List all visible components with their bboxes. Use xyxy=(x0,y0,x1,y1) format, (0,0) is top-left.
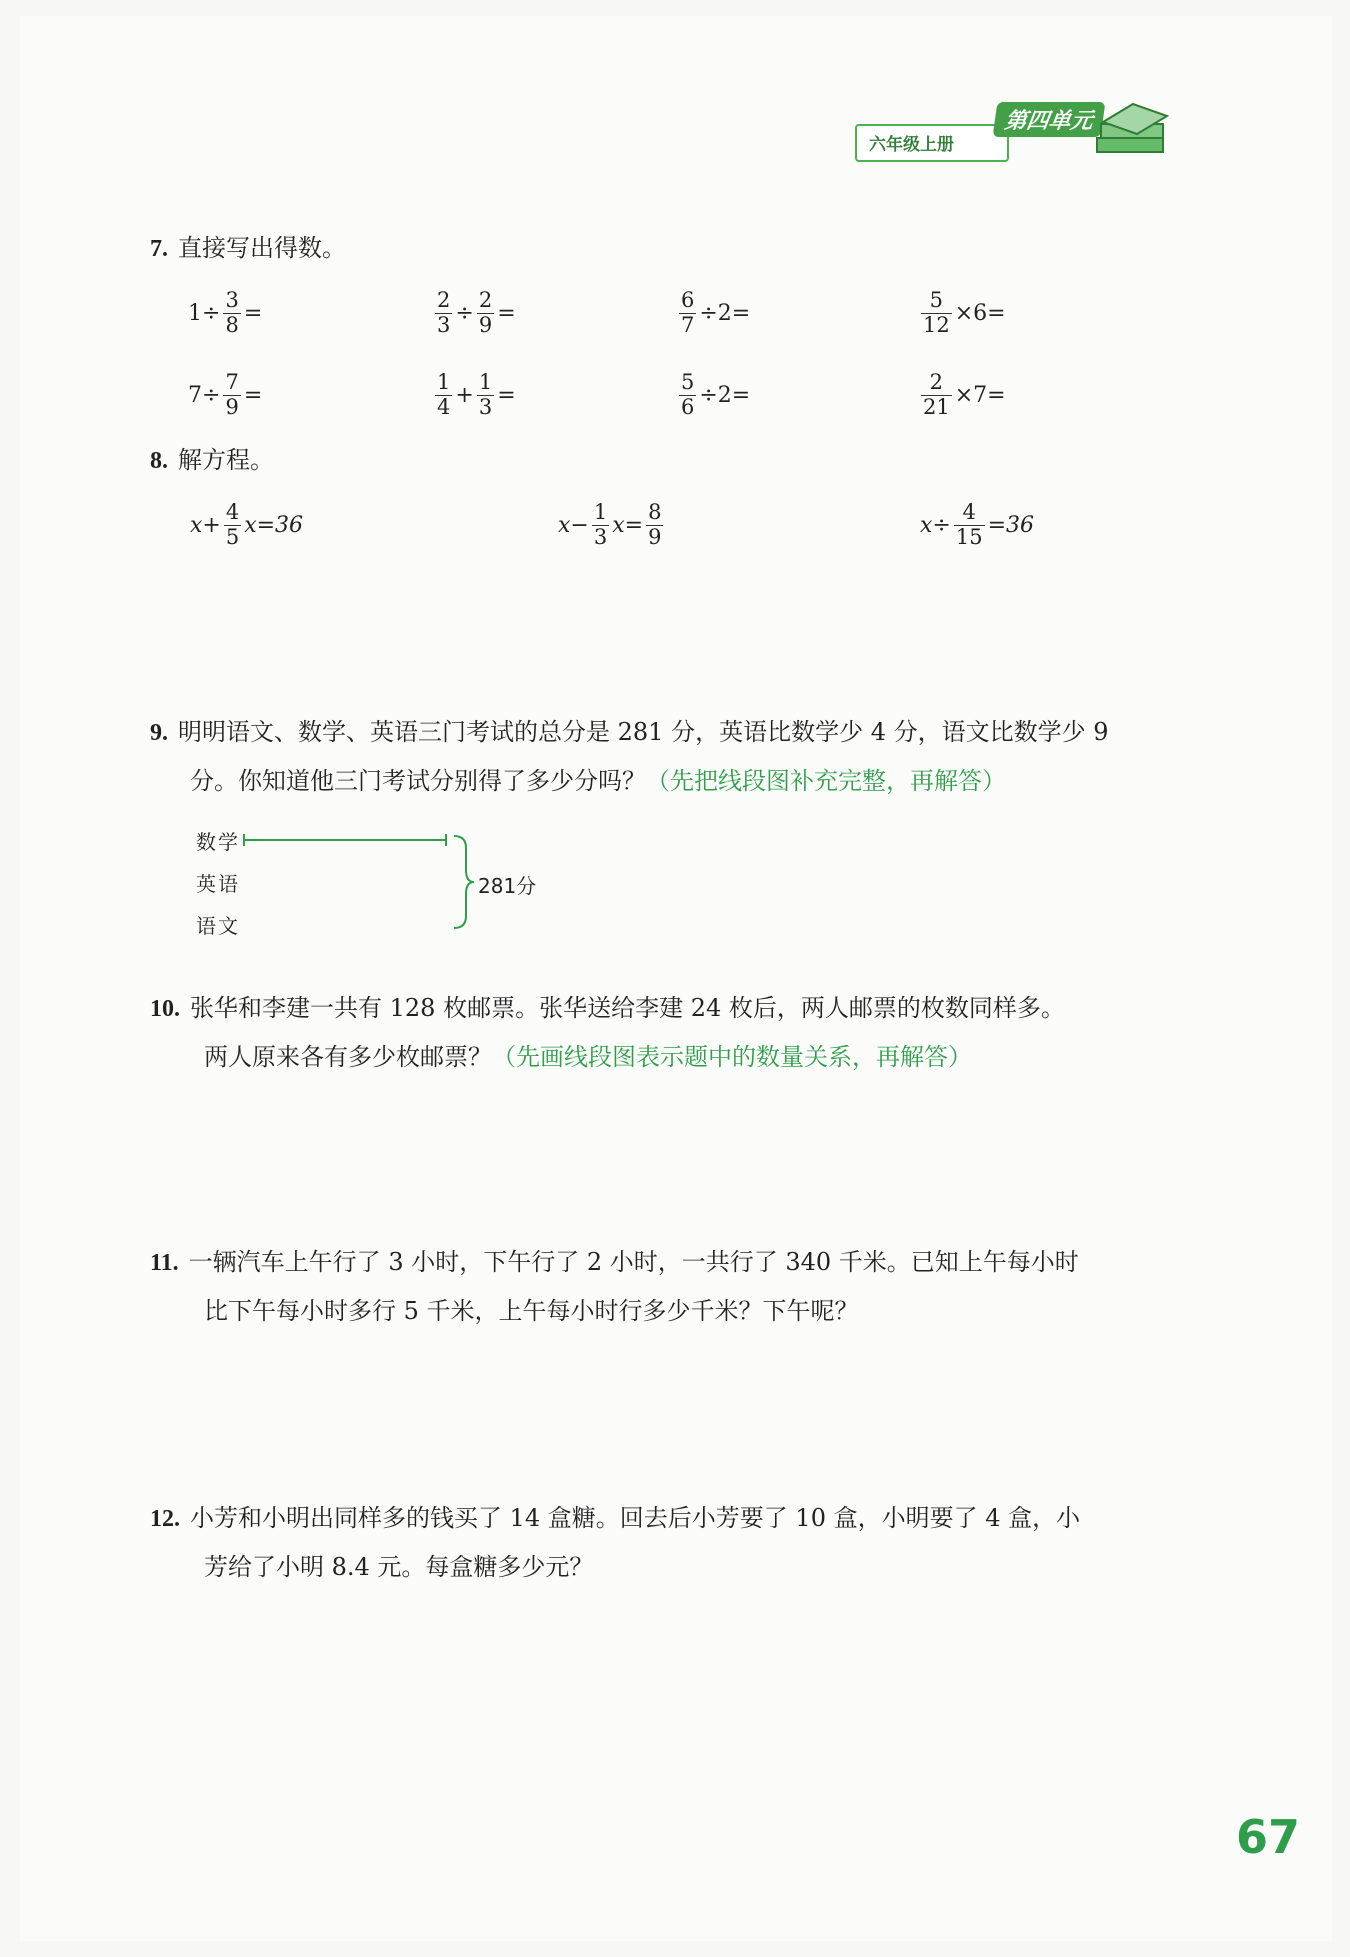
segment-diagram xyxy=(240,826,480,936)
unit-badge xyxy=(855,98,1185,170)
q10-text: 10. 张华和李建一共有 128 枚邮票。张华送给李建 24 枚后，两人邮票的枚数同样多。 两人原来各有多少枚邮票？（先画线段图表示题中的数量关系，再解答） xyxy=(150,994,1065,1071)
q7-item-8: $\frac{2}{21}$ ×7= xyxy=(923,370,1006,419)
segment-label-chinese: 语文 xyxy=(196,914,240,938)
q8-equation-3: x÷ $\frac{4}{15}$ =36 xyxy=(920,500,1035,549)
page-number: 67 xyxy=(1235,1810,1300,1864)
q9-text: 9. 明明语文、数学、英语三门考试的总分是 281 分，英语比数学少 4 分，语文比数学少 9 分。你知道他三门考试分别得了多少分吗？（先把线段图补充完整，再解答） xyxy=(150,718,1109,795)
q7-item-5: 7÷ $\frac{7}{9}$ = xyxy=(188,370,263,419)
total-brace xyxy=(454,836,474,928)
q12-text: 12. 小芳和小明出同样多的钱买了 14 盒糖。回去后小芳要了 10 盒，小明要了 4 盒，小 芳给了小明 8.4 元。每盒糖多少元？ xyxy=(150,1504,1081,1581)
q7-title: 7. 直接写出得数。 xyxy=(150,234,346,262)
q7-item-4: $\frac{5}{12}$ ×6= xyxy=(923,288,1006,337)
q7-item-6: $\frac{1}{4}$ + $\frac{1}{3}$ = xyxy=(437,370,516,419)
q8-title: 8. 解方程。 xyxy=(150,446,274,474)
segment-label-math: 数学 xyxy=(196,830,240,854)
q7-item-3: $\frac{6}{7}$ ÷2= xyxy=(681,288,751,337)
books-icon xyxy=(1093,98,1173,164)
q11-text: 11. 一辆汽车上午行了 3 小时，下午行了 2 小时，一共行了 340 千米。已知上午每小时 比下午每小时多行 5 千米，上午每小时行多少千米？下午呢？ xyxy=(150,1248,1079,1325)
unit-label: 第四单元 xyxy=(993,102,1106,137)
q7-item-7: $\frac{5}{6}$ ÷2= xyxy=(681,370,751,419)
segment-label-english: 英语 xyxy=(196,872,240,896)
segment-total: 281分 xyxy=(478,874,537,898)
q9-hint: （先把线段图补充完整，再解答） xyxy=(646,767,1006,795)
q7-item-1: 1÷ $\frac{3}{8}$ = xyxy=(188,288,263,337)
grade-label: 六年级上册 xyxy=(869,135,954,155)
q8-equation-2: x− $\frac{1}{3}$ x= $\frac{8}{9}$ xyxy=(558,500,662,549)
q7-item-2: $\frac{2}{3}$ ÷ $\frac{2}{9}$ = xyxy=(437,288,516,337)
grade-box xyxy=(855,124,1009,162)
q8-equation-1: x+ $\frac{4}{5}$ x=36 xyxy=(190,500,304,549)
q10-hint: （先画线段图表示题中的数量关系，再解答） xyxy=(492,1043,972,1071)
